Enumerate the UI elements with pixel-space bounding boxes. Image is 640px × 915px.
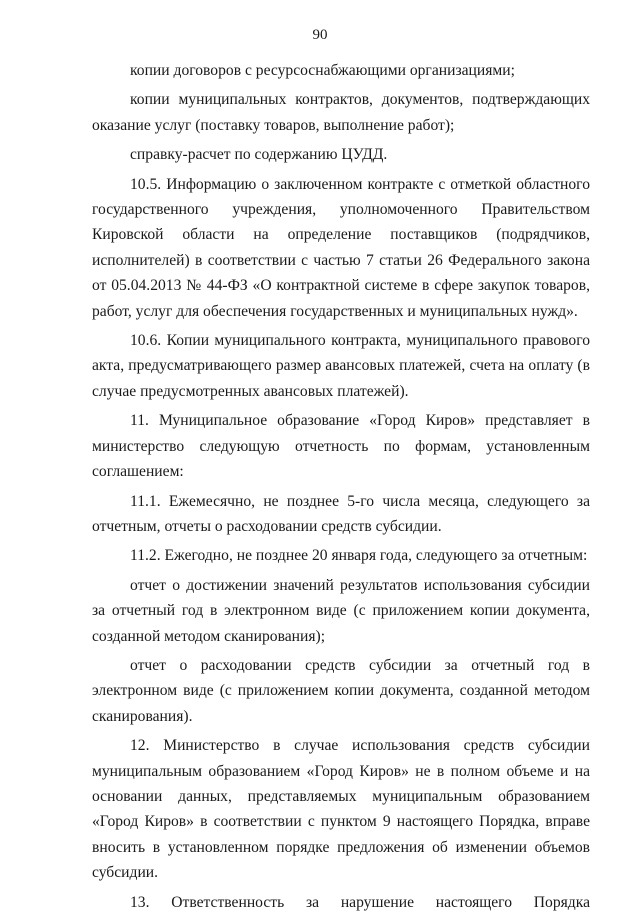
paragraph-10-6: 10.6. Копии муниципального контракта, муниципального правового акта, предусматривающего размер авансовых платежей, счета на оплату (в случае предусмотренных авансовых платежей). bbox=[92, 332, 590, 400]
paragraph-calculation-certificate: справку-расчет по содержанию ЦУДД. bbox=[130, 146, 388, 164]
paragraph-resource-contracts: копии договоров с ресурсоснабжающими организациями; bbox=[130, 62, 515, 79]
document-body bbox=[92, 58, 590, 915]
paragraph-12: 12. Министерство в случае использования средств субсидии муниципальным образованием «Город Киров» не в полном объеме и на основании данных, представляемых муниципальным образованием «Город Киров» в соответствии с пунктом 9 настоящего Порядка, вправе вносить в установленном порядке предложения об изменении объемов субсидии. bbox=[92, 737, 590, 882]
paragraph-11: 11. Муниципальное образование «Город Киров» представляет в министерство следующую отчетность по формам, установленным соглашением: bbox=[92, 412, 590, 481]
paragraph-expenditure-report: отчет о расходовании средств субсидии за отчетный год в электронном виде (с приложением копии документа, созданной методом сканирования). bbox=[92, 656, 590, 725]
paragraph-11-2: 11.2. Ежегодно, не позднее 20 января года, следующего за отчетным: bbox=[130, 547, 588, 565]
paragraph-municipal-contracts: копии муниципальных контрактов, документов, подтверждающих оказание услуг (поставку товаров, выполнение работ); bbox=[92, 91, 590, 134]
paragraph-11-1: 11.1. Ежемесячно, не позднее 5-го числа месяца, следующего за отчетным, отчеты о расходовании средств субсидии. bbox=[92, 492, 590, 535]
paragraph-results-report: отчет о достижении значений результатов использования субсидии за отчетный год в электронном виде (с приложением копии документа, созданной методом сканирования); bbox=[92, 576, 590, 645]
paragraph-10-5: 10.5. Информацию о заключенном контракте с отметкой областного государственного учреждения, уполномоченного Правительством Кировской области на определение поставщиков (подрядчиков, исполнителей) в соответствии с частью 7 статьи 26 Федерального закона от 05.04.2013 № 44-ФЗ «О контрактной системе в сфере закупок товаров, работ, услуг для обеспечения государственных и муниципальных нужд». bbox=[92, 175, 590, 320]
paragraph-13: 13. Ответственность за нарушение настоящего Порядка bbox=[130, 893, 590, 911]
page-number: 90 bbox=[312, 27, 328, 43]
